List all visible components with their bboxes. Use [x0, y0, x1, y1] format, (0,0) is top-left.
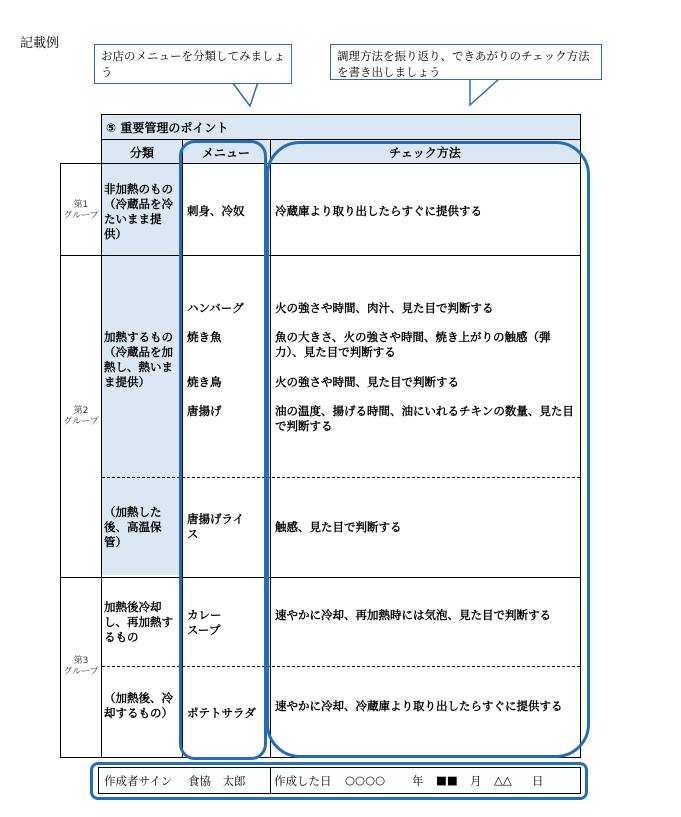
row4-menu: カレー スープ [187, 608, 222, 637]
group-label-3: 第3 グループ [63, 656, 99, 677]
group-label-2: 第2 グループ [63, 406, 99, 427]
callout-right: 調理方法を振り返り、できあがりのチェック方法を書き出しましょう [330, 44, 602, 80]
table-border-top [102, 114, 581, 115]
row2-menu-2: 焼き魚 [187, 330, 222, 344]
row2-category: 加熱するもの（冷蔵品を加熱し、熱いまま提供） [104, 330, 173, 389]
row5-category: （加熱後、冷却するもの） [104, 691, 173, 720]
date-month: ■■ [436, 773, 458, 787]
row2-check-1: 火の強さや時間、肉汁、見た目で判断する [275, 301, 494, 315]
row4-check: 速やかに冷却、再加熱時には気泡、見た目で判断する [275, 608, 551, 622]
date-year-unit: 年 [412, 774, 424, 788]
row5-check: 速やかに冷却、冷蔵庫より取り出したらすぐに提供する [275, 699, 563, 713]
date-day: △△ [494, 773, 512, 787]
row1-check: 冷蔵庫より取り出したらすぐに提供する [275, 204, 482, 218]
row2-menu-3: 焼き鳥 [187, 375, 222, 389]
row2-menu-4: 唐揚げ [187, 404, 222, 418]
row2-check-4: 油の温度、揚げる時間、油にいれるチキンの数量、見た目で判断する [275, 404, 574, 433]
row3-check: 触感、見た目で判断する [275, 520, 402, 534]
row1-category: 非加熱のもの（冷蔵品を冷たいまま提供） [104, 182, 173, 241]
row2-menu-1: ハンバーグ [187, 301, 244, 315]
row1-menu: 刺身、冷奴 [187, 204, 245, 218]
page-title: 記載例 [20, 36, 60, 51]
signer-label: 作成者サイン [104, 774, 173, 788]
date-month-unit: 月 [470, 774, 482, 788]
row3-menu: 唐揚げライス [187, 512, 245, 541]
row4-category: 加熱後冷却し、再加熱するもの [104, 600, 173, 644]
check-column-highlight [266, 141, 590, 758]
row2-check-2: 魚の大きさ、火の強さや時間、焼き上がりの触感（弾力）、見た目で判断する [275, 330, 551, 359]
menu-column-highlight [179, 140, 267, 760]
callout-right-pointer [470, 78, 500, 105]
row3-category: （加熱した後、高温保管） [104, 505, 162, 549]
date-label: 作成した日 [274, 774, 332, 788]
table-divider-title [102, 139, 581, 140]
table-title: ⑤ 重要管理のポイント [106, 121, 229, 135]
header-menu: メニュー [201, 146, 250, 160]
row5-menu: ポテトサラダ [187, 706, 256, 720]
header-check: チェック方法 [389, 146, 461, 160]
row2-check-3: 火の強さや時間、見た目で判断する [275, 375, 459, 389]
callout-left: お店のメニューを分類してみましょう [94, 44, 292, 84]
header-category: 分類 [129, 146, 154, 160]
date-year: ○○○○ [345, 773, 386, 787]
signer-name: 食協 太郎 [188, 774, 246, 788]
group-label-1: 第1 グループ [63, 200, 99, 221]
date-day-unit: 日 [532, 774, 544, 788]
callout-left-pointer [232, 82, 258, 106]
